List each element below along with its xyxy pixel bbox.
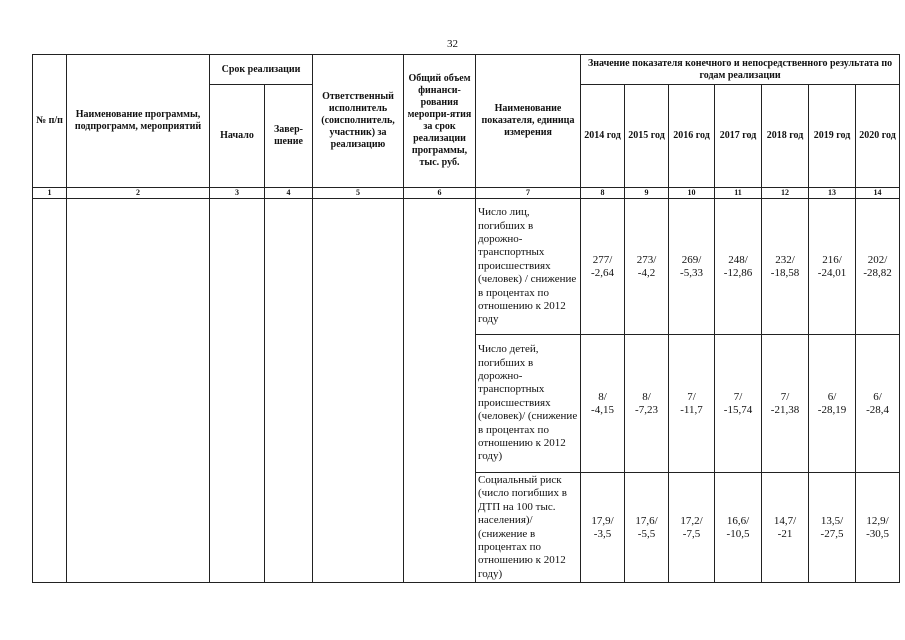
value-cell [669, 335, 715, 473]
column-number: 7 [476, 188, 581, 199]
indicator-cell: Число детей, погибших в дорожно-транспортных происшествиях (человек)/ (снижение в процентах по отношению к 2012 году) [476, 335, 581, 473]
value-main: 8/ [642, 390, 651, 403]
value-main: 216/ [822, 253, 842, 266]
column-number: 9 [625, 188, 669, 199]
header-year: 2020 год [856, 85, 900, 188]
value-change: -4,2 [637, 266, 656, 279]
header-name: Наименование программы, подпрограмм, мероприятий [67, 55, 210, 188]
value-change: -30,5 [866, 527, 889, 540]
value-change: -21,38 [770, 403, 800, 416]
indicator-cell: Число лиц, погибших в дорожно-транспортных происшествиях (человек) / снижение в процентах по отношению к 2012 году [476, 199, 581, 335]
value-cell [625, 473, 669, 583]
value-cell [856, 335, 900, 473]
column-number: 8 [581, 188, 625, 199]
value-main: 12,9/ [866, 514, 889, 527]
value-main: 269/ [681, 253, 702, 266]
header-indicator: Наименование показателя, единица измерения [476, 55, 581, 188]
column-number: 5 [313, 188, 404, 199]
column-number: 6 [404, 188, 476, 199]
value-main: 277/ [592, 253, 613, 266]
value-main: 202/ [867, 253, 888, 266]
value-main: 13,5/ [820, 514, 844, 527]
value-change: -21 [777, 527, 793, 540]
column-number: 13 [809, 188, 856, 199]
value-cell [715, 199, 762, 335]
value-change: -15,74 [723, 403, 753, 416]
value-change: -18,58 [770, 266, 800, 279]
value-cell [669, 473, 715, 583]
cell-start [210, 199, 265, 583]
value-cell [809, 473, 856, 583]
value-main: 8/ [598, 390, 607, 403]
value-cell [762, 199, 809, 335]
value-main: 7/ [687, 390, 696, 403]
value-main: 6/ [873, 390, 882, 403]
cell-funding [404, 199, 476, 583]
value-change: -28,4 [866, 403, 889, 416]
cell-name [67, 199, 210, 583]
value-change: -12,86 [723, 266, 753, 279]
header-start: Начало [210, 85, 265, 188]
column-number: 2 [67, 188, 210, 199]
column-number: 11 [715, 188, 762, 199]
value-change: -3,5 [593, 527, 612, 540]
header-executor: Ответственный исполнитель (соисполнитель, участник) за реализацию [313, 55, 404, 188]
header-num: № п/п [33, 55, 67, 188]
header-year: 2016 год [669, 85, 715, 188]
header-year: 2019 год [809, 85, 856, 188]
value-change: -2,64 [591, 266, 614, 279]
value-main: 16,6/ [726, 514, 750, 527]
value-main: 232/ [775, 253, 795, 266]
value-cell [625, 335, 669, 473]
value-change: -5,33 [680, 266, 703, 279]
header-row-1 [33, 55, 900, 85]
value-main: 6/ [827, 390, 837, 403]
header-year: 2018 год [762, 85, 809, 188]
header-year: 2017 год [715, 85, 762, 188]
value-change: -4,15 [591, 403, 614, 416]
value-main: 248/ [728, 253, 748, 266]
value-cell [715, 335, 762, 473]
value-cell [809, 335, 856, 473]
value-change: -10,5 [726, 527, 750, 540]
column-number: 3 [210, 188, 265, 199]
value-cell [762, 473, 809, 583]
value-change: -27,5 [820, 527, 844, 540]
value-change: -11,7 [680, 403, 703, 416]
value-main: 17,9/ [591, 514, 614, 527]
value-change: -24,01 [817, 266, 847, 279]
cell-executor [313, 199, 404, 583]
value-cell [581, 199, 625, 335]
value-main: 17,2/ [680, 514, 703, 527]
column-number: 12 [762, 188, 809, 199]
header-year: 2014 год [581, 85, 625, 188]
column-number: 14 [856, 188, 900, 199]
page-number: 32 [447, 38, 458, 50]
cell-end [265, 199, 313, 583]
column-number: 1 [33, 188, 67, 199]
value-change: -7,23 [635, 403, 658, 416]
header-end: Завер-шение [265, 85, 313, 188]
value-main: 7/ [733, 390, 743, 403]
indicators-table [32, 54, 900, 583]
value-cell [625, 199, 669, 335]
value-main: 14,7/ [773, 514, 797, 527]
column-numbers-row [33, 188, 900, 199]
value-cell [715, 473, 762, 583]
header-funding: Общий объем финанси-рования меропри-ятия за срок реализации программы, тыс. руб. [404, 55, 476, 188]
value-cell [762, 335, 809, 473]
value-change: -7,5 [682, 527, 701, 540]
value-change: -28,82 [863, 266, 892, 279]
value-cell [669, 199, 715, 335]
column-number: 4 [265, 188, 313, 199]
value-main: 7/ [780, 390, 790, 403]
value-change: -28,19 [817, 403, 847, 416]
indicator-cell: Социальный риск (число погибших в ДТП на 100 тыс. населения)/ (снижение в процентах по отношению к 2012 году) [476, 473, 581, 583]
header-year: 2015 год [625, 85, 669, 188]
table-row [33, 199, 900, 335]
cell-num [33, 199, 67, 583]
value-cell [581, 335, 625, 473]
value-main: 17,6/ [635, 514, 658, 527]
value-cell [856, 473, 900, 583]
value-change: -5,5 [637, 527, 656, 540]
header-values-title: Значение показателя конечного и непосредственного результата по годам реализации [581, 55, 900, 85]
value-main: 273/ [636, 253, 657, 266]
value-cell [856, 199, 900, 335]
column-number: 10 [669, 188, 715, 199]
value-cell [809, 199, 856, 335]
header-term: Срок реализации [210, 55, 313, 85]
value-cell [581, 473, 625, 583]
